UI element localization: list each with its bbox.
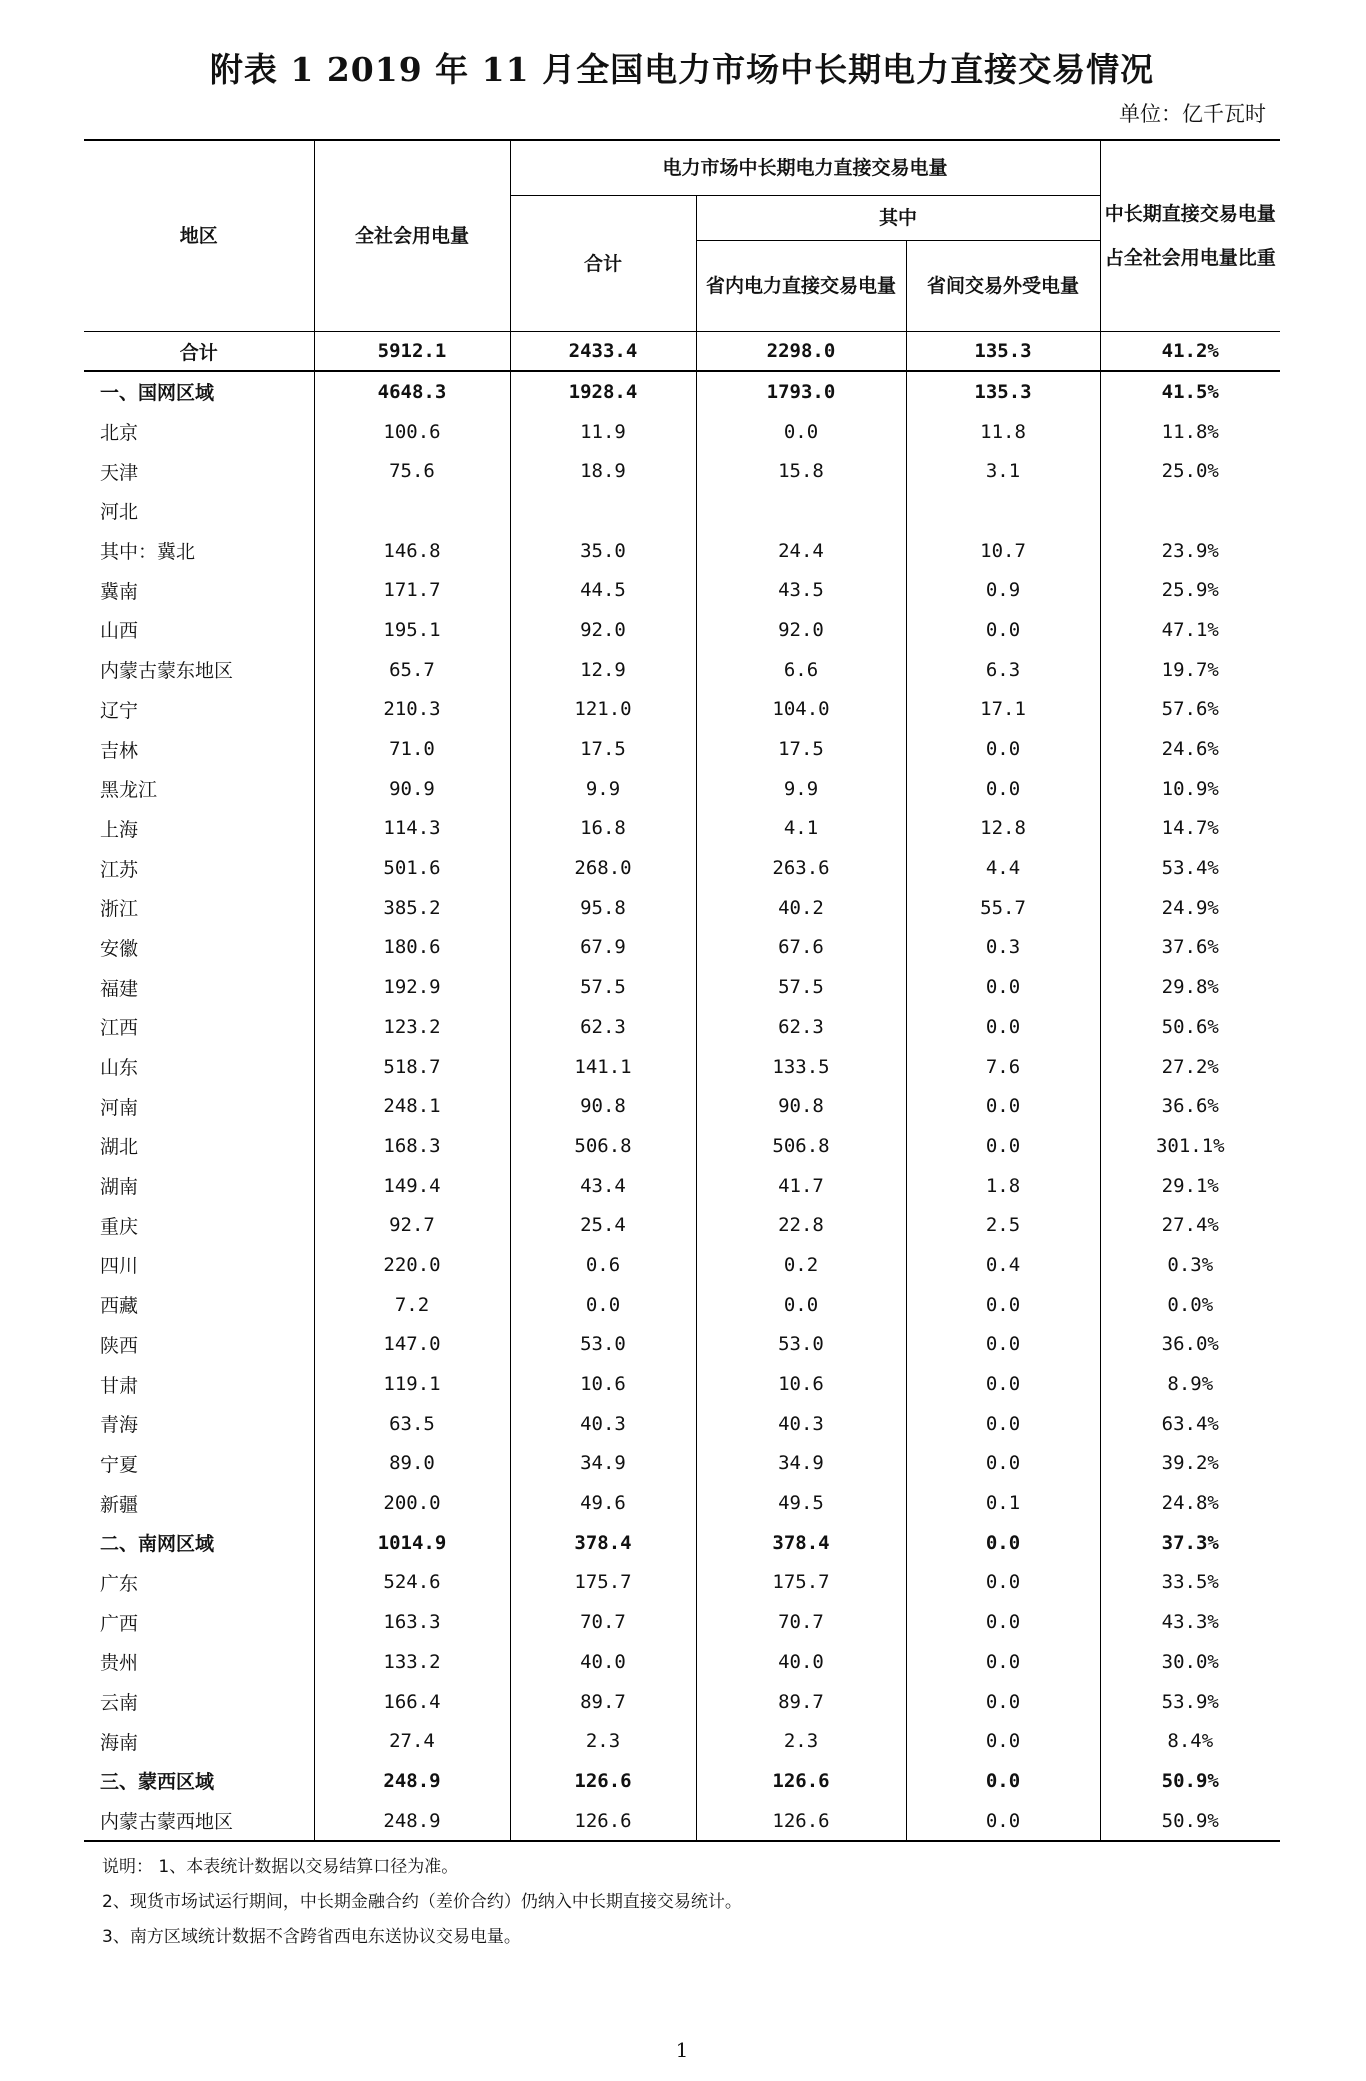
inter-cell: 2.5 — [906, 1205, 1100, 1245]
region-name-cell: 黑龙江 — [84, 769, 314, 809]
share-cell: 27.4% — [1100, 1205, 1280, 1245]
intra-cell: 133.5 — [696, 1047, 906, 1087]
inter-cell: 0.0 — [906, 1364, 1100, 1404]
total-consumption-cell: 7.2 — [314, 1285, 510, 1325]
inter-cell: 7.6 — [906, 1047, 1100, 1087]
total-intra: 2298.0 — [696, 332, 906, 372]
region-name-cell: 海南 — [84, 1721, 314, 1761]
share-cell: 37.3% — [1100, 1523, 1280, 1563]
page-number: 1 — [675, 2038, 689, 2062]
region-row — [84, 1761, 1280, 1801]
table-row — [84, 1721, 1280, 1761]
share-cell: 41.5% — [1100, 371, 1280, 412]
direct-total-cell: 89.7 — [510, 1682, 696, 1722]
total-consumption-cell: 200.0 — [314, 1483, 510, 1523]
share-cell: 8.4% — [1100, 1721, 1280, 1761]
intra-cell: 126.6 — [696, 1761, 906, 1801]
region-name-cell: 天津 — [84, 451, 314, 491]
direct-total-cell: 49.6 — [510, 1483, 696, 1523]
direct-total-cell: 92.0 — [510, 610, 696, 650]
table-row — [84, 1047, 1280, 1087]
table-row — [84, 531, 1280, 571]
intra-cell: 40.3 — [696, 1404, 906, 1444]
direct-total-cell: 44.5 — [510, 570, 696, 610]
share-cell: 63.4% — [1100, 1404, 1280, 1444]
share-cell: 8.9% — [1100, 1364, 1280, 1404]
inter-cell: 0.4 — [906, 1245, 1100, 1285]
inter-cell: 4.4 — [906, 848, 1100, 888]
header-subtotal: 合计 — [510, 196, 696, 332]
inter-cell: 6.3 — [906, 650, 1100, 690]
direct-total-cell: 11.9 — [510, 412, 696, 452]
region-name-cell: 内蒙古蒙西地区 — [84, 1801, 314, 1842]
direct-total-cell: 378.4 — [510, 1523, 696, 1563]
intra-cell: 67.6 — [696, 928, 906, 968]
region-name-cell: 浙江 — [84, 888, 314, 928]
region-name-cell: 辽宁 — [84, 690, 314, 730]
table-row — [84, 1007, 1280, 1047]
inter-cell: 0.0 — [906, 1602, 1100, 1642]
note-3: 3、南方区域统计数据不含跨省西电东送协议交易电量。 — [102, 1927, 521, 1947]
region-name-cell: 陕西 — [84, 1325, 314, 1365]
share-cell: 301.1% — [1100, 1126, 1280, 1166]
total-consumption-cell: 63.5 — [314, 1404, 510, 1444]
table-row — [84, 848, 1280, 888]
total-consumption-cell: 248.9 — [314, 1761, 510, 1801]
total-consumption-cell: 149.4 — [314, 1166, 510, 1206]
share-cell: 25.9% — [1100, 570, 1280, 610]
region-name-cell: 广西 — [84, 1602, 314, 1642]
table-row — [84, 1563, 1280, 1603]
total-consumption-cell: 210.3 — [314, 690, 510, 730]
total-consumption: 5912.1 — [314, 332, 510, 372]
intra-cell: 57.5 — [696, 967, 906, 1007]
total-consumption-cell: 71.0 — [314, 729, 510, 769]
note-2: 2、现货市场试运行期间，中长期金融合约（差价合约）仍纳入中长期直接交易统计。 — [102, 1892, 742, 1912]
share-cell: 25.0% — [1100, 451, 1280, 491]
total-consumption-cell — [314, 491, 510, 531]
inter-cell: 0.0 — [906, 1801, 1100, 1842]
notes — [102, 1850, 742, 1955]
table-row — [84, 1325, 1280, 1365]
region-name-cell: 二、南网区域 — [84, 1523, 314, 1563]
table-row — [84, 1245, 1280, 1285]
intra-cell: 506.8 — [696, 1126, 906, 1166]
intra-cell: 378.4 — [696, 1523, 906, 1563]
total-consumption-cell: 92.7 — [314, 1205, 510, 1245]
table-row — [84, 729, 1280, 769]
table-row — [84, 967, 1280, 1007]
trade-table — [84, 139, 1280, 1842]
intra-cell: 40.2 — [696, 888, 906, 928]
inter-cell: 0.0 — [906, 1007, 1100, 1047]
total-consumption-cell: 524.6 — [314, 1563, 510, 1603]
direct-total-cell: 1928.4 — [510, 371, 696, 412]
direct-total-cell: 18.9 — [510, 451, 696, 491]
inter-cell: 0.3 — [906, 928, 1100, 968]
total-consumption-cell: 90.9 — [314, 769, 510, 809]
direct-total-cell: 10.6 — [510, 1364, 696, 1404]
direct-total-cell: 57.5 — [510, 967, 696, 1007]
intra-cell: 104.0 — [696, 690, 906, 730]
inter-cell — [906, 491, 1100, 531]
region-name-cell: 三、蒙西区域 — [84, 1761, 314, 1801]
note-1: 说明： 1、本表统计数据以交易结算口径为准。 — [102, 1857, 459, 1877]
region-row — [84, 371, 1280, 412]
direct-total-cell: 34.9 — [510, 1444, 696, 1484]
share-cell: 14.7% — [1100, 809, 1280, 849]
share-cell: 39.2% — [1100, 1444, 1280, 1484]
direct-total-cell: 35.0 — [510, 531, 696, 571]
share-cell: 47.1% — [1100, 610, 1280, 650]
direct-total-cell: 268.0 — [510, 848, 696, 888]
direct-total-cell: 25.4 — [510, 1205, 696, 1245]
intra-cell: 41.7 — [696, 1166, 906, 1206]
total-direct: 2433.4 — [510, 332, 696, 372]
region-name-cell: 广东 — [84, 1563, 314, 1603]
region-name-cell: 甘肃 — [84, 1364, 314, 1404]
table-row — [84, 570, 1280, 610]
total-share: 41.2% — [1100, 332, 1280, 372]
intra-cell: 34.9 — [696, 1444, 906, 1484]
inter-cell: 55.7 — [906, 888, 1100, 928]
share-cell: 0.3% — [1100, 1245, 1280, 1285]
share-cell: 29.1% — [1100, 1166, 1280, 1206]
total-row — [84, 332, 1280, 372]
total-consumption-cell: 248.1 — [314, 1086, 510, 1126]
table-row — [84, 809, 1280, 849]
share-cell: 0.0% — [1100, 1285, 1280, 1325]
total-consumption-cell: 163.3 — [314, 1602, 510, 1642]
inter-cell: 0.0 — [906, 1325, 1100, 1365]
inter-cell: 0.0 — [906, 729, 1100, 769]
table-row — [84, 1682, 1280, 1722]
intra-cell: 2.3 — [696, 1721, 906, 1761]
inter-cell: 0.9 — [906, 570, 1100, 610]
region-name-cell: 云南 — [84, 1682, 314, 1722]
share-cell: 24.8% — [1100, 1483, 1280, 1523]
table-row — [84, 1444, 1280, 1484]
inter-cell: 1.8 — [906, 1166, 1100, 1206]
direct-total-cell: 62.3 — [510, 1007, 696, 1047]
share-cell: 36.6% — [1100, 1086, 1280, 1126]
share-cell: 57.6% — [1100, 690, 1280, 730]
region-row — [84, 1523, 1280, 1563]
table-row — [84, 1285, 1280, 1325]
direct-total-cell: 0.0 — [510, 1285, 696, 1325]
intra-cell: 0.0 — [696, 1285, 906, 1325]
inter-cell: 0.0 — [906, 1682, 1100, 1722]
direct-total-cell: 16.8 — [510, 809, 696, 849]
region-name-cell: 福建 — [84, 967, 314, 1007]
direct-total-cell: 175.7 — [510, 1563, 696, 1603]
total-consumption-cell: 146.8 — [314, 531, 510, 571]
table-row — [84, 690, 1280, 730]
total-consumption-cell: 65.7 — [314, 650, 510, 690]
region-name-cell: 新疆 — [84, 1483, 314, 1523]
inter-cell: 0.0 — [906, 967, 1100, 1007]
table-row — [84, 1126, 1280, 1166]
total-consumption-cell: 114.3 — [314, 809, 510, 849]
inter-cell: 0.0 — [906, 1642, 1100, 1682]
inter-cell: 0.0 — [906, 1563, 1100, 1603]
total-consumption-cell: 89.0 — [314, 1444, 510, 1484]
intra-cell: 0.0 — [696, 412, 906, 452]
share-cell: 50.9% — [1100, 1761, 1280, 1801]
region-name-cell: 宁夏 — [84, 1444, 314, 1484]
intra-cell: 92.0 — [696, 610, 906, 650]
total-consumption-cell: 123.2 — [314, 1007, 510, 1047]
total-consumption-cell: 27.4 — [314, 1721, 510, 1761]
total-consumption-cell: 147.0 — [314, 1325, 510, 1365]
table-row — [84, 1086, 1280, 1126]
intra-cell: 70.7 — [696, 1602, 906, 1642]
intra-cell: 17.5 — [696, 729, 906, 769]
total-label: 合计 — [84, 332, 314, 372]
total-consumption-cell: 119.1 — [314, 1364, 510, 1404]
intra-cell: 24.4 — [696, 531, 906, 571]
intra-cell: 0.2 — [696, 1245, 906, 1285]
header-of-which: 其中 — [696, 196, 1100, 241]
region-name-cell: 上海 — [84, 809, 314, 849]
direct-total-cell: 121.0 — [510, 690, 696, 730]
direct-total-cell: 2.3 — [510, 1721, 696, 1761]
direct-total-cell: 506.8 — [510, 1126, 696, 1166]
total-consumption-cell: 192.9 — [314, 967, 510, 1007]
region-name-cell: 安徽 — [84, 928, 314, 968]
header-total-consumption: 全社会用电量 — [314, 140, 510, 332]
share-cell: 37.6% — [1100, 928, 1280, 968]
inter-cell: 0.0 — [906, 1285, 1100, 1325]
inter-cell: 135.3 — [906, 371, 1100, 412]
intra-cell: 49.5 — [696, 1483, 906, 1523]
region-name-cell: 内蒙古蒙东地区 — [84, 650, 314, 690]
inter-cell: 0.0 — [906, 1444, 1100, 1484]
total-consumption-cell: 166.4 — [314, 1682, 510, 1722]
unit-label: 单位：亿千瓦时 — [1119, 102, 1266, 126]
direct-total-cell: 90.8 — [510, 1086, 696, 1126]
direct-total-cell: 40.3 — [510, 1404, 696, 1444]
data-rows — [84, 371, 1280, 1841]
intra-cell: 22.8 — [696, 1205, 906, 1245]
direct-total-cell: 141.1 — [510, 1047, 696, 1087]
region-name-cell: 西藏 — [84, 1285, 314, 1325]
direct-total-cell: 40.0 — [510, 1642, 696, 1682]
inter-cell: 0.0 — [906, 610, 1100, 650]
inter-cell: 0.0 — [906, 1761, 1100, 1801]
region-name-cell: 河南 — [84, 1086, 314, 1126]
direct-total-cell: 95.8 — [510, 888, 696, 928]
share-cell: 30.0% — [1100, 1642, 1280, 1682]
direct-total-cell: 43.4 — [510, 1166, 696, 1206]
share-cell: 11.8% — [1100, 412, 1280, 452]
header-share: 中长期直接交易电量占全社会用电量比重 — [1100, 140, 1280, 332]
intra-cell: 126.6 — [696, 1801, 906, 1842]
total-consumption-cell: 171.7 — [314, 570, 510, 610]
intra-cell: 53.0 — [696, 1325, 906, 1365]
region-name-cell: 吉林 — [84, 729, 314, 769]
direct-total-cell: 9.9 — [510, 769, 696, 809]
region-name-cell: 四川 — [84, 1245, 314, 1285]
inter-cell: 0.0 — [906, 1086, 1100, 1126]
header-intra: 省内电力直接交易电量 — [696, 241, 906, 332]
intra-cell: 90.8 — [696, 1086, 906, 1126]
total-consumption-cell: 168.3 — [314, 1126, 510, 1166]
intra-cell: 40.0 — [696, 1642, 906, 1682]
total-consumption-cell: 501.6 — [314, 848, 510, 888]
share-cell: 19.7% — [1100, 650, 1280, 690]
share-cell: 24.9% — [1100, 888, 1280, 928]
direct-total-cell — [510, 491, 696, 531]
inter-cell: 0.0 — [906, 1523, 1100, 1563]
total-consumption-cell: 4648.3 — [314, 371, 510, 412]
direct-total-cell: 126.6 — [510, 1801, 696, 1842]
region-name-cell: 青海 — [84, 1404, 314, 1444]
share-cell — [1100, 491, 1280, 531]
table-row — [84, 412, 1280, 452]
region-name-cell: 山西 — [84, 610, 314, 650]
share-cell: 23.9% — [1100, 531, 1280, 571]
table-row — [84, 888, 1280, 928]
inter-cell: 12.8 — [906, 809, 1100, 849]
inter-cell: 0.0 — [906, 1126, 1100, 1166]
direct-total-cell: 70.7 — [510, 1602, 696, 1642]
total-consumption-cell: 180.6 — [314, 928, 510, 968]
table-row — [84, 1602, 1280, 1642]
total-consumption-cell: 75.6 — [314, 451, 510, 491]
inter-cell: 0.1 — [906, 1483, 1100, 1523]
share-cell: 29.8% — [1100, 967, 1280, 1007]
table-row — [84, 451, 1280, 491]
page-title: 附表 1 2019 年 11 月全国电力市场中长期电力直接交易情况 — [209, 50, 1155, 89]
share-cell: 50.9% — [1100, 1801, 1280, 1842]
table-row — [84, 1801, 1280, 1842]
region-name-cell: 山东 — [84, 1047, 314, 1087]
direct-total-cell: 126.6 — [510, 1761, 696, 1801]
table-row — [84, 491, 1280, 531]
total-consumption-cell: 195.1 — [314, 610, 510, 650]
header-direct-group: 电力市场中长期电力直接交易电量 — [510, 140, 1100, 196]
total-consumption-cell: 385.2 — [314, 888, 510, 928]
direct-total-cell: 67.9 — [510, 928, 696, 968]
region-name-cell: 北京 — [84, 412, 314, 452]
region-name-cell: 重庆 — [84, 1205, 314, 1245]
inter-cell: 0.0 — [906, 1721, 1100, 1761]
table-row — [84, 610, 1280, 650]
table-row — [84, 1364, 1280, 1404]
total-consumption-cell: 518.7 — [314, 1047, 510, 1087]
intra-cell: 43.5 — [696, 570, 906, 610]
inter-cell: 11.8 — [906, 412, 1100, 452]
intra-cell: 89.7 — [696, 1682, 906, 1722]
intra-cell: 15.8 — [696, 451, 906, 491]
inter-cell: 17.1 — [906, 690, 1100, 730]
total-consumption-cell: 133.2 — [314, 1642, 510, 1682]
total-inter: 135.3 — [906, 332, 1100, 372]
share-cell: 43.3% — [1100, 1602, 1280, 1642]
direct-total-cell: 17.5 — [510, 729, 696, 769]
direct-total-cell: 12.9 — [510, 650, 696, 690]
share-cell: 53.9% — [1100, 1682, 1280, 1722]
share-cell: 53.4% — [1100, 848, 1280, 888]
intra-cell: 6.6 — [696, 650, 906, 690]
table-row — [84, 1404, 1280, 1444]
region-name-cell: 江苏 — [84, 848, 314, 888]
share-cell: 50.6% — [1100, 1007, 1280, 1047]
inter-cell: 0.0 — [906, 1404, 1100, 1444]
table-row — [84, 1205, 1280, 1245]
share-cell: 10.9% — [1100, 769, 1280, 809]
inter-cell: 3.1 — [906, 451, 1100, 491]
inter-cell: 10.7 — [906, 531, 1100, 571]
direct-total-cell: 53.0 — [510, 1325, 696, 1365]
total-consumption-cell: 220.0 — [314, 1245, 510, 1285]
table-row — [84, 1166, 1280, 1206]
share-cell: 36.0% — [1100, 1325, 1280, 1365]
intra-cell: 263.6 — [696, 848, 906, 888]
share-cell: 33.5% — [1100, 1563, 1280, 1603]
region-name-cell: 河北 — [84, 491, 314, 531]
share-cell: 27.2% — [1100, 1047, 1280, 1087]
inter-cell: 0.0 — [906, 769, 1100, 809]
intra-cell: 62.3 — [696, 1007, 906, 1047]
direct-total-cell: 0.6 — [510, 1245, 696, 1285]
table-row — [84, 1483, 1280, 1523]
table-row — [84, 928, 1280, 968]
header-region: 地区 — [84, 140, 314, 332]
region-name-cell: 湖北 — [84, 1126, 314, 1166]
region-name-cell: 冀南 — [84, 570, 314, 610]
table-row — [84, 769, 1280, 809]
region-name-cell: 一、国网区域 — [84, 371, 314, 412]
intra-cell — [696, 491, 906, 531]
region-name-cell: 贵州 — [84, 1642, 314, 1682]
total-consumption-cell: 100.6 — [314, 412, 510, 452]
region-name-cell: 其中：冀北 — [84, 531, 314, 571]
share-cell: 24.6% — [1100, 729, 1280, 769]
intra-cell: 1793.0 — [696, 371, 906, 412]
region-name-cell: 江西 — [84, 1007, 314, 1047]
table-row — [84, 1642, 1280, 1682]
intra-cell: 10.6 — [696, 1364, 906, 1404]
total-consumption-cell: 248.9 — [314, 1801, 510, 1842]
total-consumption-cell: 1014.9 — [314, 1523, 510, 1563]
intra-cell: 4.1 — [696, 809, 906, 849]
intra-cell: 175.7 — [696, 1563, 906, 1603]
header-inter: 省间交易外受电量 — [906, 241, 1100, 332]
intra-cell: 9.9 — [696, 769, 906, 809]
table-row — [84, 650, 1280, 690]
region-name-cell: 湖南 — [84, 1166, 314, 1206]
